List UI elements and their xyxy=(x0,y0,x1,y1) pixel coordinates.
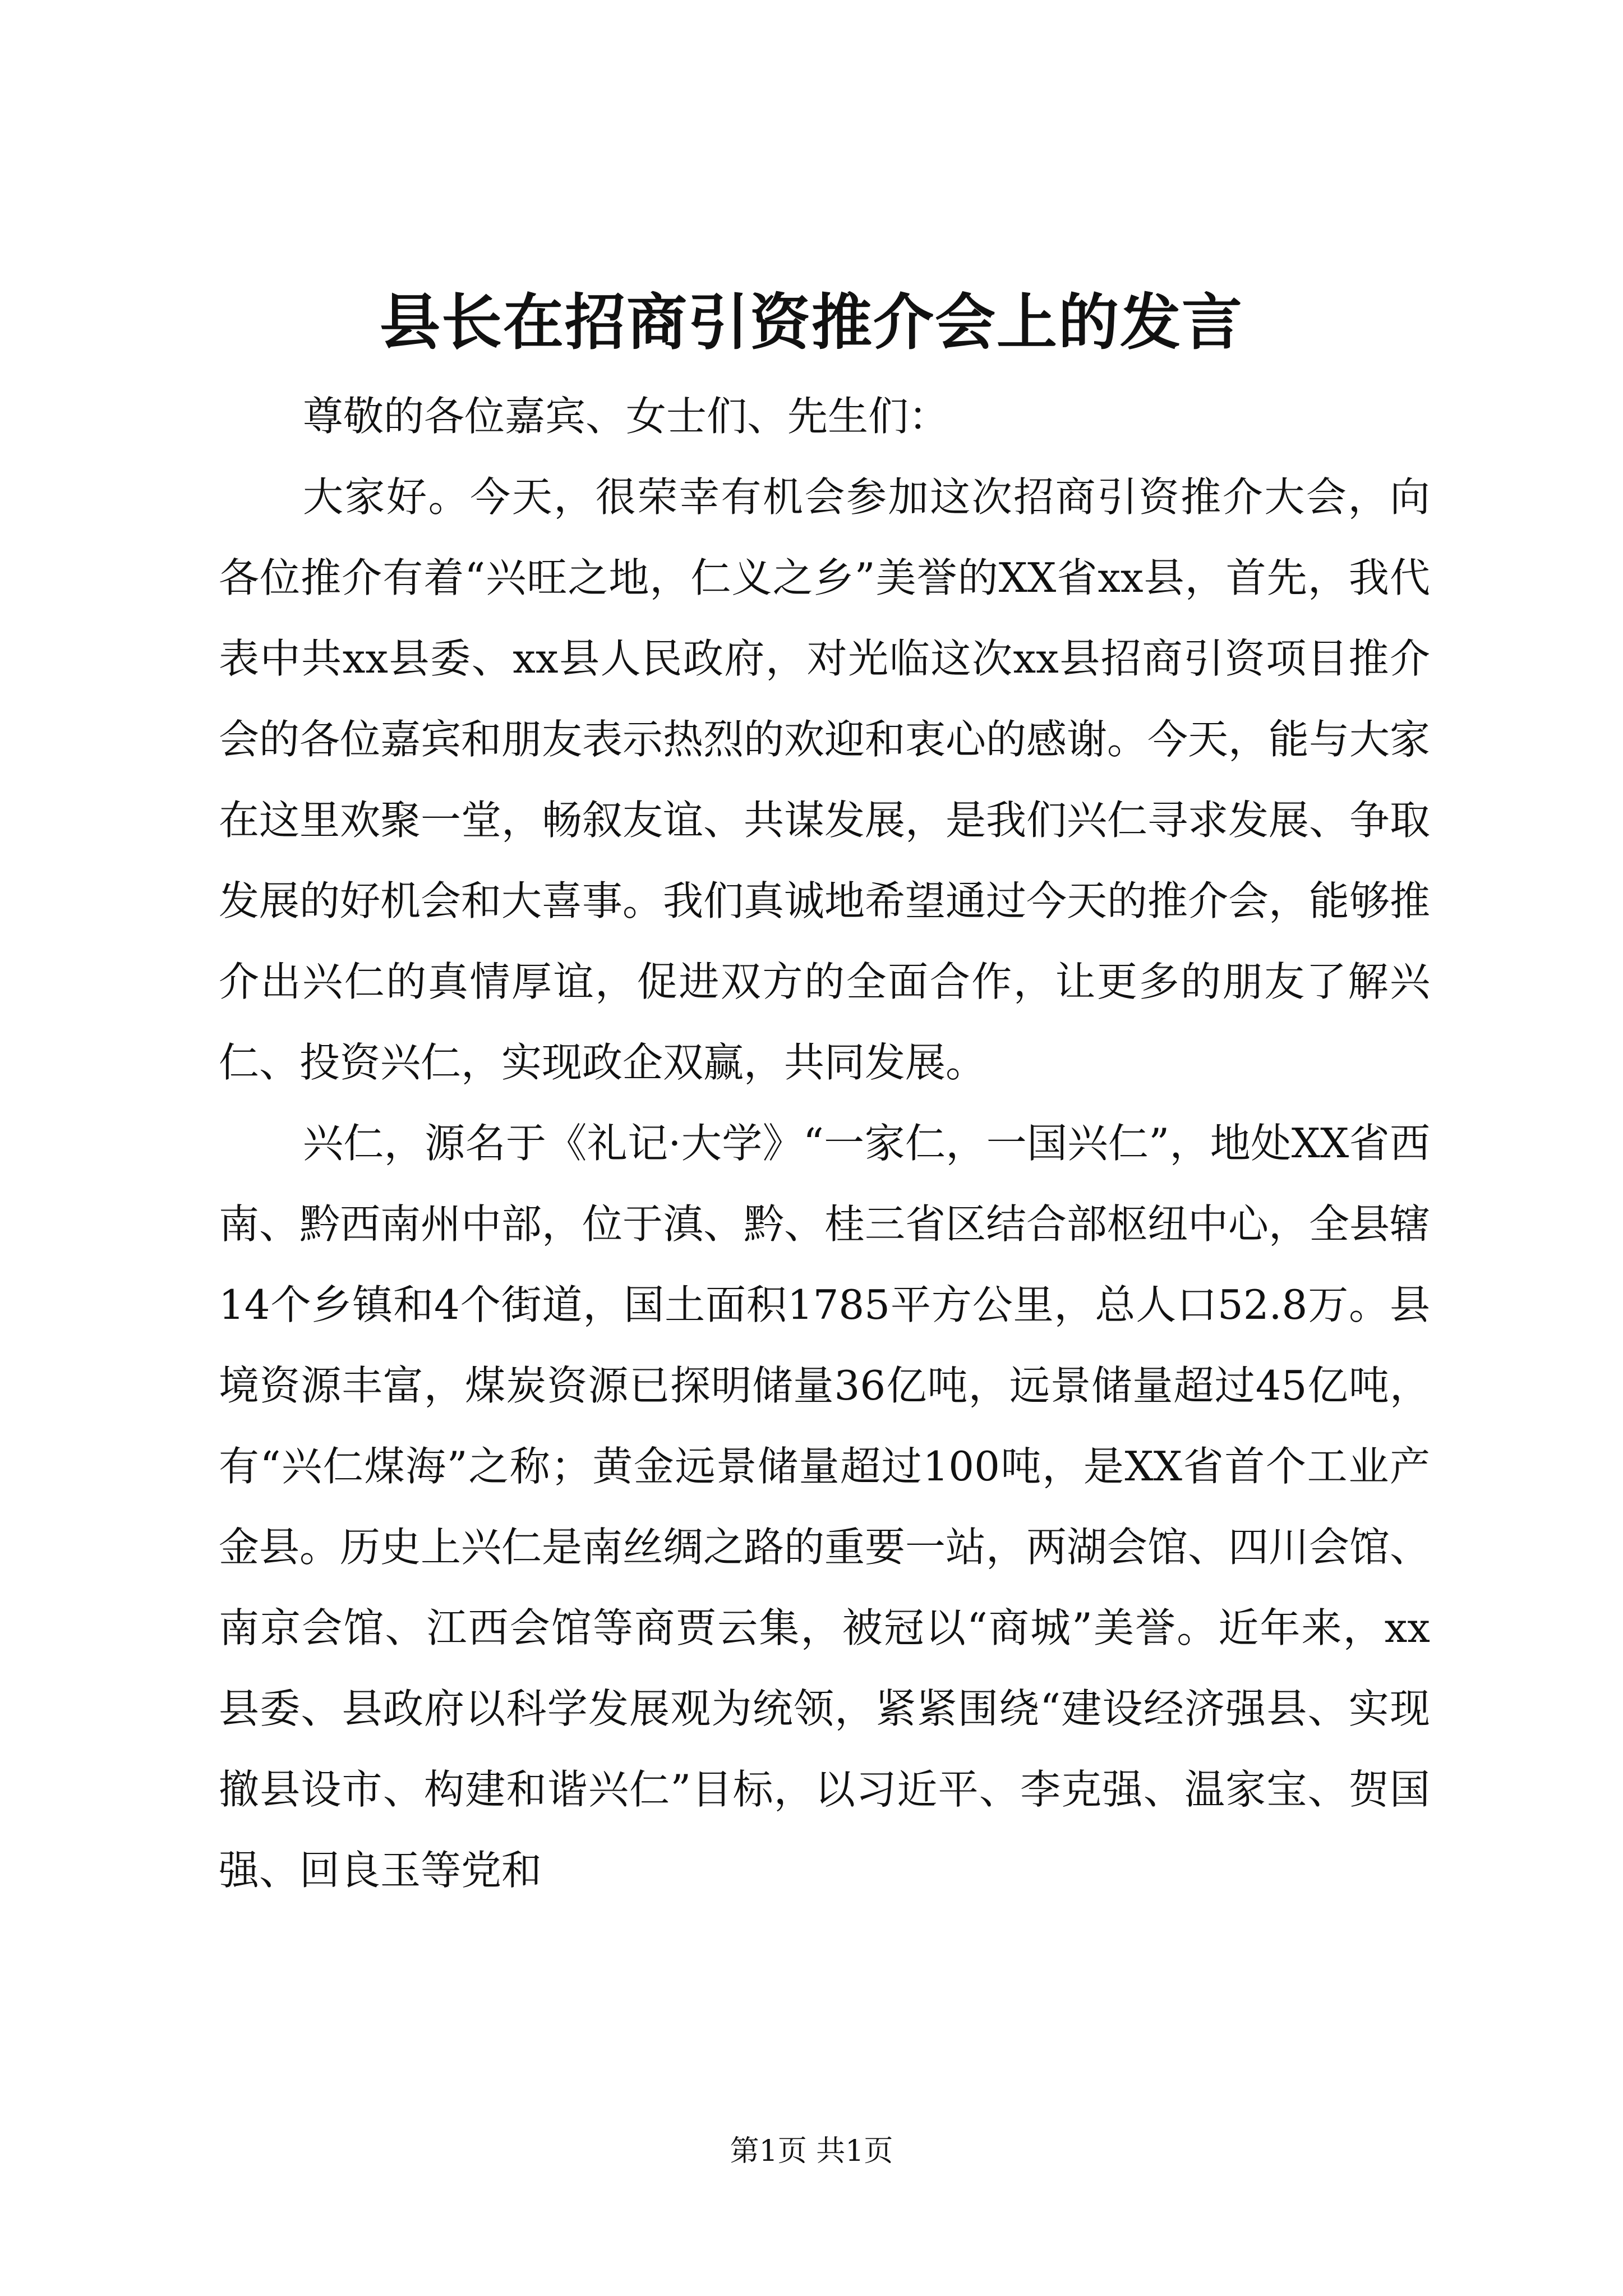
body-paragraph: 兴仁，源名于《礼记·大学》“一家仁，一国兴仁”，地处XX省西南、黔西南州中部，位于滇、黔、桂三省区结合部枢纽中心，全县辖14个乡镇和4个街道，国土面积1785平方公里，总人口52.8万。县境资源丰富，煤炭资源已探明储量36亿吨，远景储量超过45亿吨，有“兴仁煤海”之称；黄金远景储量超过100吨，是XX省首个工业产金县。历史上兴仁是南丝绸之路的重要一站，两湖会馆、四川会馆、南京会馆、江西会馆等商贾云集，被冠以“商城”美誉。近年来，xx县委、县政府以科学发展观为统领，紧紧围绕“建设经济强县、实现撤县设市、构建和谐兴仁”目标，以习近平、李克强、温家宝、贺国强、回良玉等党和 xyxy=(219,1120,1431,1894)
page-number-footer: 第1页 共1页 xyxy=(730,2134,893,2168)
document-title: 县长在招商引资推介会上的发言 xyxy=(379,287,1243,358)
document-body xyxy=(219,376,1430,1911)
salutation-paragraph: 尊敬的各位嘉宾、女士们、先生们： xyxy=(303,393,949,440)
body-paragraph: 大家好。今天，很荣幸有机会参加这次招商引资推介大会，向各位推介有着“兴旺之地，仁义之乡”美誉的XX省xx县，首先，我代表中共xx县委、xx县人民政府，对光临这次xx县招商引资项目推介会的各位嘉宾和朋友表示热烈的欢迎和衷心的感谢。今天，能与大家在这里欢聚一堂，畅叙友谊、共谋发展，是我们兴仁寻求发展、争取发展的好机会和大喜事。我们真诚地希望通过今天的推介会，能够推介出兴仁的真情厚谊，促进双方的全面合作，让更多的朋友了解兴仁、投资兴仁，实现政企双赢，共同发展。 xyxy=(219,473,1431,1086)
